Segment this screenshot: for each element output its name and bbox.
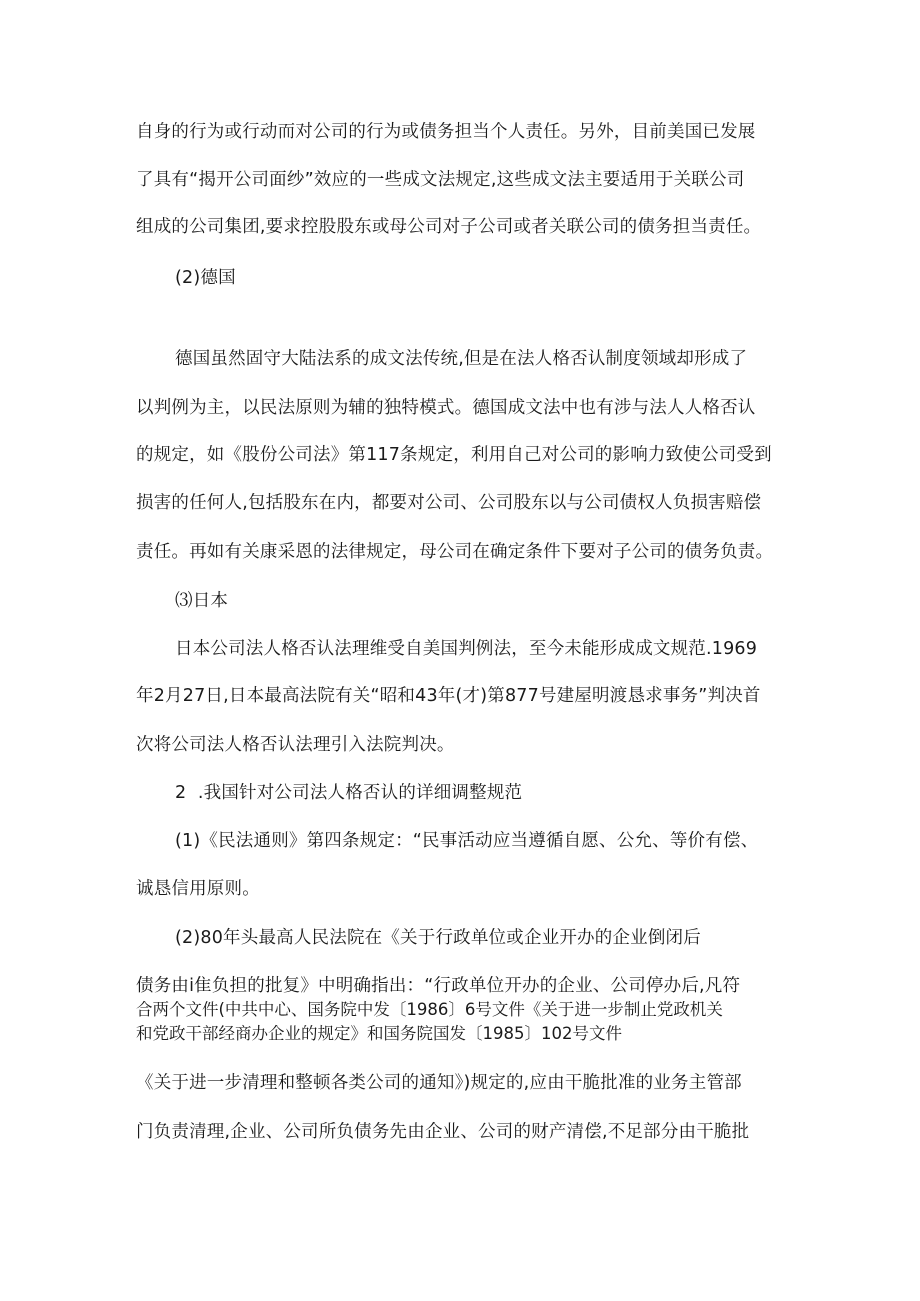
text-line: (2)80年头最高人民法院在《关于行政单位或企业开办的企业倒闭后 bbox=[175, 928, 701, 948]
text-line: 门负责清理,企业、公司所负债务先由企业、公司的财产清偿,不足部分由干脆批 bbox=[136, 1122, 750, 1142]
text-line: 债务由i隹负担的批复》中明确指出：“行政单位开办的企业、公司停办后,凡符 bbox=[136, 976, 741, 996]
section-heading: 2 .我国针对公司法人格否认的详细调整规范 bbox=[175, 783, 523, 803]
text-line: (1)《民法通则》第四条规定：“民事活动应当遵循自愿、公允、等价有偿、 bbox=[175, 831, 759, 851]
text-line: 以判例为主，以民法原则为辅的独特模式。德国成文法中也有涉与法人人格否认 bbox=[136, 398, 756, 418]
text-line: 日本公司法人格否认法理维受自美国判例法，至今未能形成成文规范.1969 bbox=[175, 639, 758, 659]
text-line: 诚恳信用原则。 bbox=[136, 879, 260, 899]
text-line: 《关于进一步清理和整顿各类公司的通知》)规定的,应由干脆批准的业务主管部 bbox=[136, 1073, 742, 1093]
text-line: 次将公司法人格否认法理引入法院判决。 bbox=[136, 735, 455, 755]
text-line: 合两个文件(中共中心、国务院中发〔1986〕6号文件《关于进一步制止党政机关 bbox=[136, 1000, 723, 1019]
section-heading: (2)德国 bbox=[175, 268, 236, 288]
section-heading: ⑶日本 bbox=[175, 591, 229, 611]
text-line: 德国虽然固守大陆法系的成文法传统,但是在法人格否认制度领域却形成了 bbox=[175, 349, 748, 369]
text-line: 责任。再如有关康采恩的法律规定，母公司在确定条件下要对子公司的债务负责。 bbox=[136, 542, 774, 562]
text-line: 了具有“揭开公司面纱”效应的一些成文法规定,这些成文法主要适用于关联公司 bbox=[136, 170, 745, 190]
text-line: 的规定，如《股份公司法》第117条规定，利用自己对公司的影响力致使公司受到 bbox=[136, 445, 772, 465]
text-line: 和党政干部经商办企业的规定》和国务院国发〔1985〕102号文件 bbox=[136, 1024, 622, 1043]
text-line: 年2月27日,日本最高法院有关“昭和43年(才)第877号建屋明渡恳求事务”判决首 bbox=[136, 686, 761, 706]
text-line: 损害的任何人,包括股东在内，都要对公司、公司股东以与公司债权人负损害赔偿 bbox=[136, 493, 762, 513]
text-line: 组成的公司集团,要求控股股东或母公司对子公司或者关联公司的债务担当责任。 bbox=[136, 217, 762, 237]
text-line: 自身的行为或行动而对公司的行为或债务担当个人责任。另外，目前美国已发展 bbox=[136, 122, 756, 142]
